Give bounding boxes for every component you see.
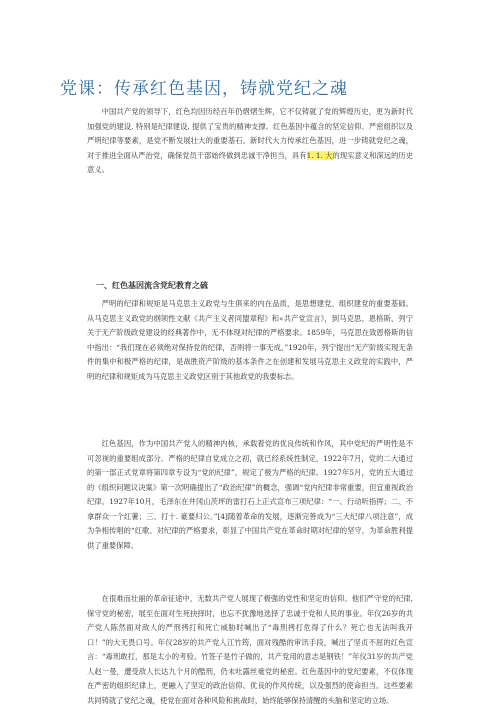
page-title: 党课：传承红色基因，铸就党纪之魂 bbox=[60, 79, 348, 99]
highlighted-text: 1. 1. 大 bbox=[306, 150, 333, 160]
intro-text-end: 的现实意义和深远的历史意义。 bbox=[87, 150, 414, 174]
section-heading: 一、红色基因流含党纪教育之硫 bbox=[96, 281, 208, 290]
intro-text: 中国共产党的领导下，红色均因历经百年仍熠熠生辉，它不仅铸就了党的辉煌历史，更为新时代加强党的建设, 特别是纪律建设, 提供了宝贵的精神支撑。红色基因中蕴含的坚定信仰、严密组织以及严明纪律等要素，是党不断发展壮大的重要基石。新时代大力传承红色基因，进一步铸就党纪之魂，对于推进全面从严治党，确保党员干部始终做到忠诚干净担当，具有 bbox=[87, 107, 413, 160]
body-paragraph: 严明的纪律和规矩是马克思主义政党与生俱来的内在品质，是思想建党、组织建党的重要基础。从马克思主义政党的纲领性文献《共产主义者同盟章程》和«共产党宣言》，到马克思、恩格斯、列宁关于无产阶级政党建设的经典著作中，无不体现对纪律的严格要求。1859年，马克思在致恩格斯的信中指出：“我们现在必须绝对保持党的纪律，否则将一事无成。”1920年，列宁提出“无产阶级实现无条件的集中和极严格的纪律，是战胜资产阶级的基本条件之在创建和发展马克思主义政党的实践中，严明的纪律和规矩成为马克思主义政党区别于其他政党的我要标志。 bbox=[87, 299, 413, 381]
body-paragraph: 在很难而壮丽的革命征途中，无数共产党人展现了极强的党性和坚定的信仰。他们严守党的纪律, 保守党的秘密，展至在面对生死抉择时，也忘不犹豫地选择了忠诚于党和人民的事业。年仪26岁的共产党人陈然面对敌人的严刑拷打和死亡威胁时喊出了“毒刑拷打危得了什么？死亡也无法叫我开口！”的大无畏口号。年仪28岁的共产党人江竹筠，面对残酷的审讯手段，喊出了坚贞不屈的红色宣言：“毒刑敢打，那是太小的考验。竹签子是竹子做的，共产党用的意志是钢铁！”年仪31岁的共产党人赵一曼，遭受敌人长达九个月的酷刑，仍未吐露丝毫党的秘密。红色基因中的党纪要素，不仅体现在严密的组织纪律上，更融入了坚定的政治信仰、优良的作风传统，以及强烈的使命担当。这些要素共同铸就了党纪之魂，使党在面对各种风险和挑战时，始终能够保持清醒的头脑和坚定的立场。 bbox=[87, 594, 413, 705]
body-paragraph: 红色基因，作为中国共产党人的精神内核，承载着党的优良传统和作风，其中党纪的严明性是不可忽视的重要组成部分。严格的纪律自党成立之初，就已经系统性制定，1922年7月，党的二大通过的第一部正式党章将第四章专设为“党的纪律”，规定了极为严格的纪律。1927年5月，党的五大通过的《组织问题议决案》第一次明确提出了“政治纪律”的概念，强调“党内纪律非常重要，但宜重视政治纪律。1927年10月，毛泽东在井冈山茨坪的雷打石上正式宣布三项纪律：“一、行动听指挥；二、不拿群众一个红薯；三、打十. 豪要归公。”[4]随着革命的发展，逐渐完善成为“三大纪律八项注意”，成为争相传唱的“红歌、对纪律的严格要求，彰显了中国共产党在革命时期对纪律的坚守，为革命胜利提供了重要保障。 bbox=[87, 439, 413, 550]
intro-paragraph bbox=[87, 105, 413, 191]
